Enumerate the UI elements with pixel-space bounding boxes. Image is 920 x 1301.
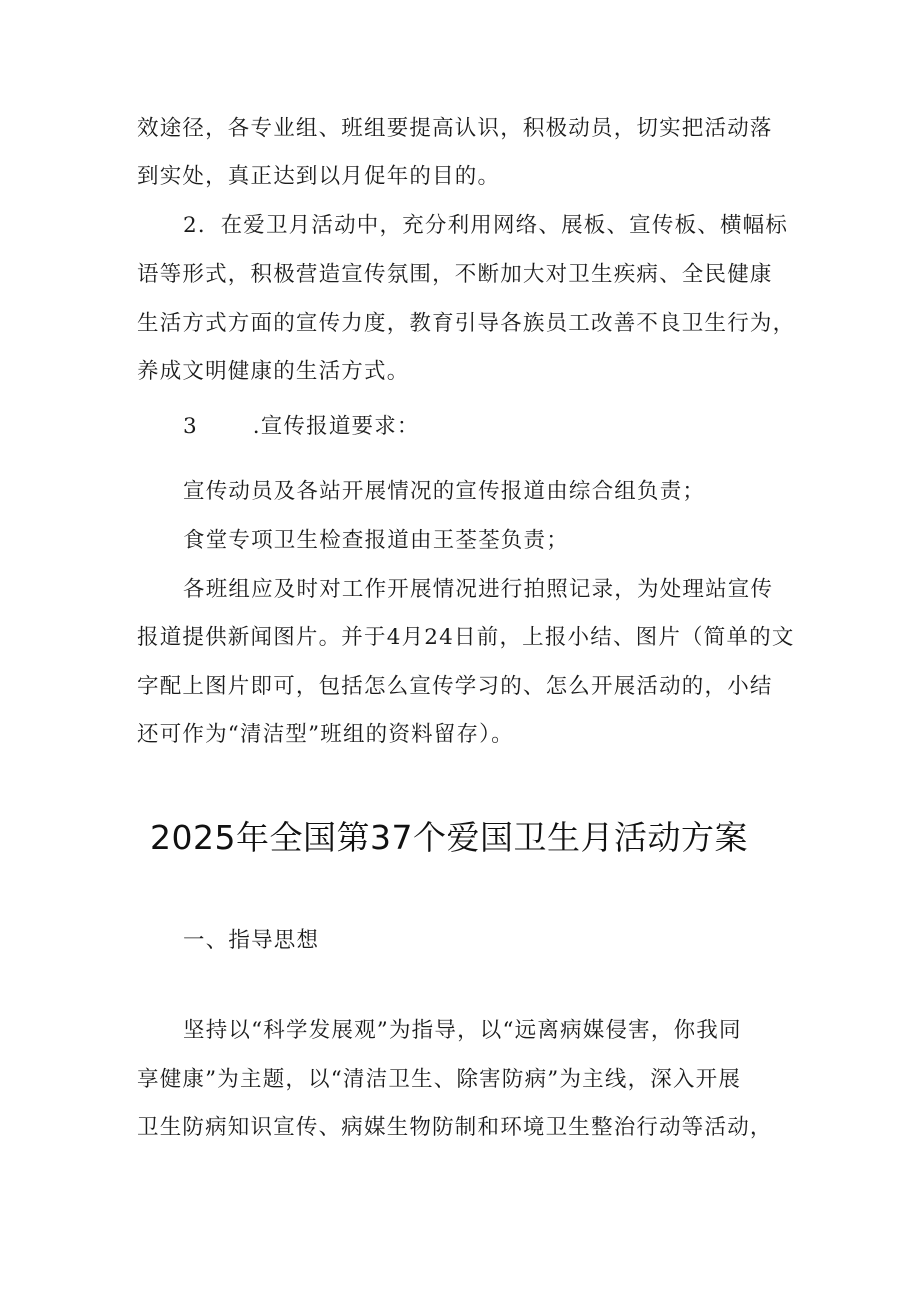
report-line-1: 宣传动员及各站开展情况的宣传报道由综合组负责； bbox=[183, 479, 706, 504]
body-line-3: 2．在爱卫月活动中，充分利用网络、展板、宣传板、横幅标 bbox=[183, 213, 789, 238]
report-line-3: 各班组应及时对工作开展情况进行拍照记录，为处理站宣传 bbox=[183, 577, 774, 602]
item-3-text: .宣传报道要求： bbox=[252, 414, 420, 439]
item-3-number: 3 bbox=[183, 414, 197, 439]
report-line-2: 食堂专项卫生检查报道由王荃荃负责； bbox=[183, 528, 569, 553]
section-1-line-1: 坚持以“科学发展观”为指导，以“远离病媒侵害，你我同 bbox=[183, 1018, 742, 1043]
section-1-line-3: 卫生防病知识宣传、病媒生物防制和环境卫生整治行动等活动， bbox=[137, 1115, 773, 1140]
body-line-2: 到实处，真正达到以月促年的目的。 bbox=[137, 164, 501, 189]
report-line-5: 字配上图片即可，包括怎么宣传学习的、怎么开展活动的，小结 bbox=[137, 674, 773, 699]
report-line-4: 报道提供新闻图片。并于4月24日前，上报小结、图片（简单的文 bbox=[137, 625, 795, 650]
body-line-5: 生活方式方面的宣传力度，教育引导各族员工改善不良卫生行为， bbox=[137, 311, 796, 336]
section-1-line-2: 享健康”为主题，以“清洁卫生、除害防病”为主线，深入开展 bbox=[137, 1067, 742, 1092]
body-line-1: 效途径，各专业组、班组要提高认识，积极动员，切实把活动落 bbox=[137, 116, 773, 141]
body-line-6: 养成文明健康的生活方式。 bbox=[137, 359, 410, 384]
document-title: 2025年全国第37个爱国卫生月活动方案 bbox=[150, 818, 748, 857]
section-1-heading: 一、指导思想 bbox=[183, 928, 320, 953]
item-3-heading bbox=[183, 412, 420, 442]
report-line-6: 还可作为“清洁型”班组的资料留存）。 bbox=[137, 722, 514, 747]
body-line-4: 语等形式，积极营造宣传氛围，不断加大对卫生疾病、全民健康 bbox=[137, 262, 773, 287]
